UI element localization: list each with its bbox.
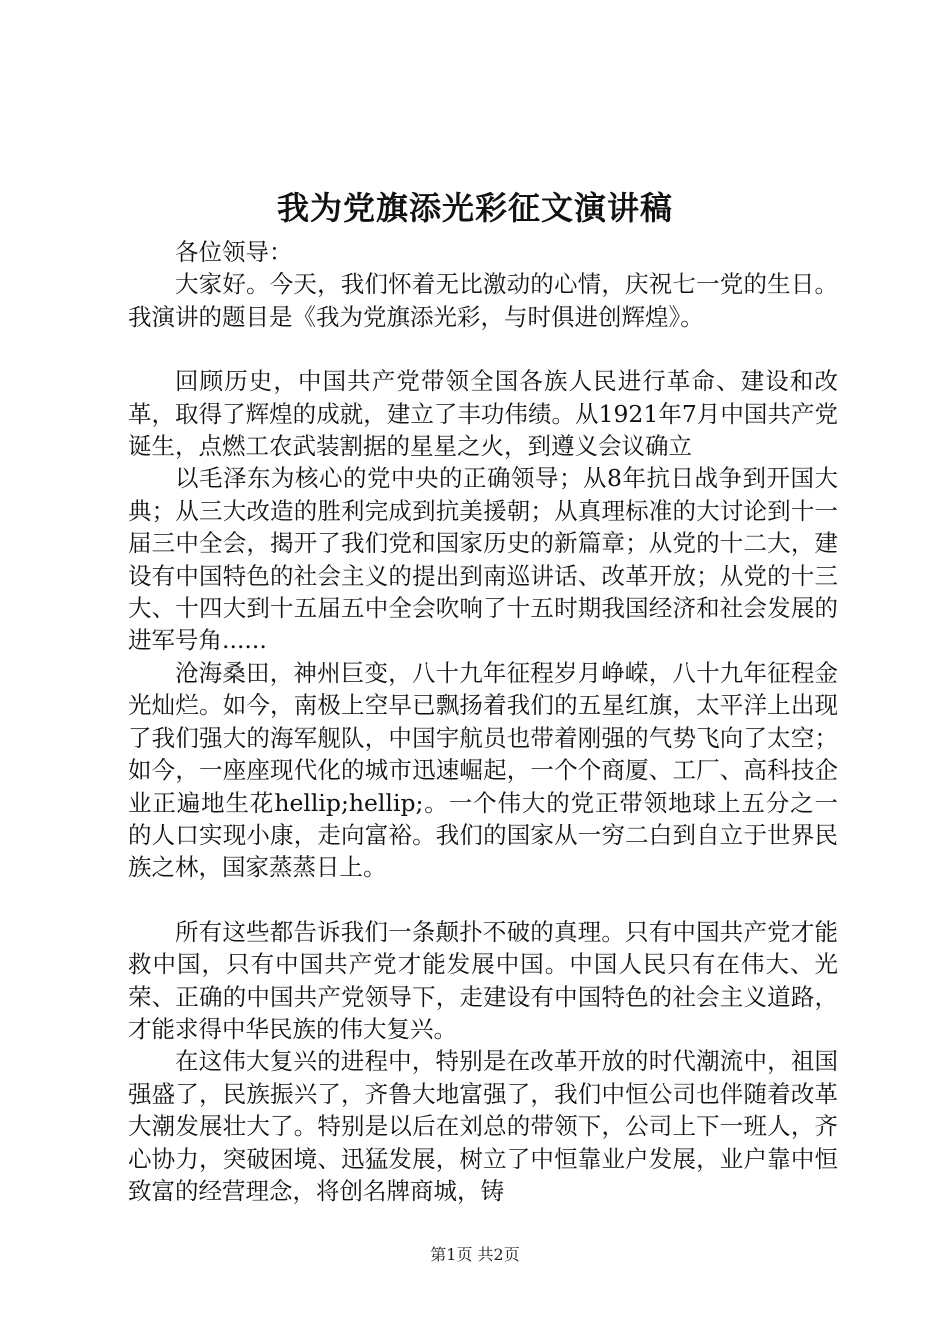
paragraph-greeting: 大家好。今天，我们怀着无比激动的心情，庆祝七一党的生日。我演讲的题目是《我为党旗添光彩，与时俱进创辉煌》。: [128, 270, 838, 331]
paragraph-company: 在这伟大复兴的进程中，特别是在改革开放的时代潮流中，祖国强盛了，民族振兴了，齐鲁大地富强了，我们中恒公司也伴随着改革大潮发展壮大了。特别是以后在刘总的带领下，公司上下一班人，齐心协力，突破困境、迅猛发展，树立了中恒靠业户发展，业户靠中恒致富的经营理念，将创名牌商城，铸: [128, 1047, 838, 1205]
document-body: [128, 236, 838, 1207]
paragraph-history: 回顾历史，中国共产党带领全国各族人民进行革命、建设和改革，取得了辉煌的成就，建立了丰功伟绩。从1921年7月中国共产党诞生，点燃工农武装割据的星星之火，到遵义会议确立: [128, 367, 838, 461]
document-title: 我为党旗添光彩征文演讲稿: [276, 189, 673, 227]
paragraph-truth: 所有这些都告诉我们一条颠扑不破的真理。只有中国共产党才能救中国，只有中国共产党才能发展中国。中国人民只有在伟大、光荣、正确的中国共产党领导下，走建设有中国特色的社会主义道路，才能求得中华民族的伟大复兴。: [128, 917, 838, 1043]
paragraph-changes: 沧海桑田，神州巨变，八十九年征程岁月峥嵘，八十九年征程金光灿烂。如今，南极上空早已飘扬着我们的五星红旗，太平洋上出现了我们强大的海军舰队，中国宇航员也带着刚强的气势飞向了太空；如今，一座座现代化的城市迅速崛起，一个个商厦、工厂、高科技企业正遍地生花hellip;hellip;。一个伟大的党正带领地球上五分之一的人口实现小康，走向富裕。我们的国家从一穷二白到自立于世界民族之林，国家蒸蒸日上。: [128, 658, 838, 882]
paragraph-milestones: 以毛泽东为核心的党中央的正确领导；从8年抗日战争到开国大典；从三大改造的胜利完成到抗美援朝；从真理标准的大讨论到十一届三中全会，揭开了我们党和国家历史的新篇章；从党的十二大，建设有中国特色的社会主义的提出到南巡讲话、改革开放；从党的十三大、十四大到十五届五中全会吹响了十五时期我国经济和社会发展的进军号角......: [128, 464, 838, 655]
paragraph-salutation: 各位领导：: [175, 238, 293, 266]
page-footer: 第1页 共2页: [430, 1245, 520, 1264]
